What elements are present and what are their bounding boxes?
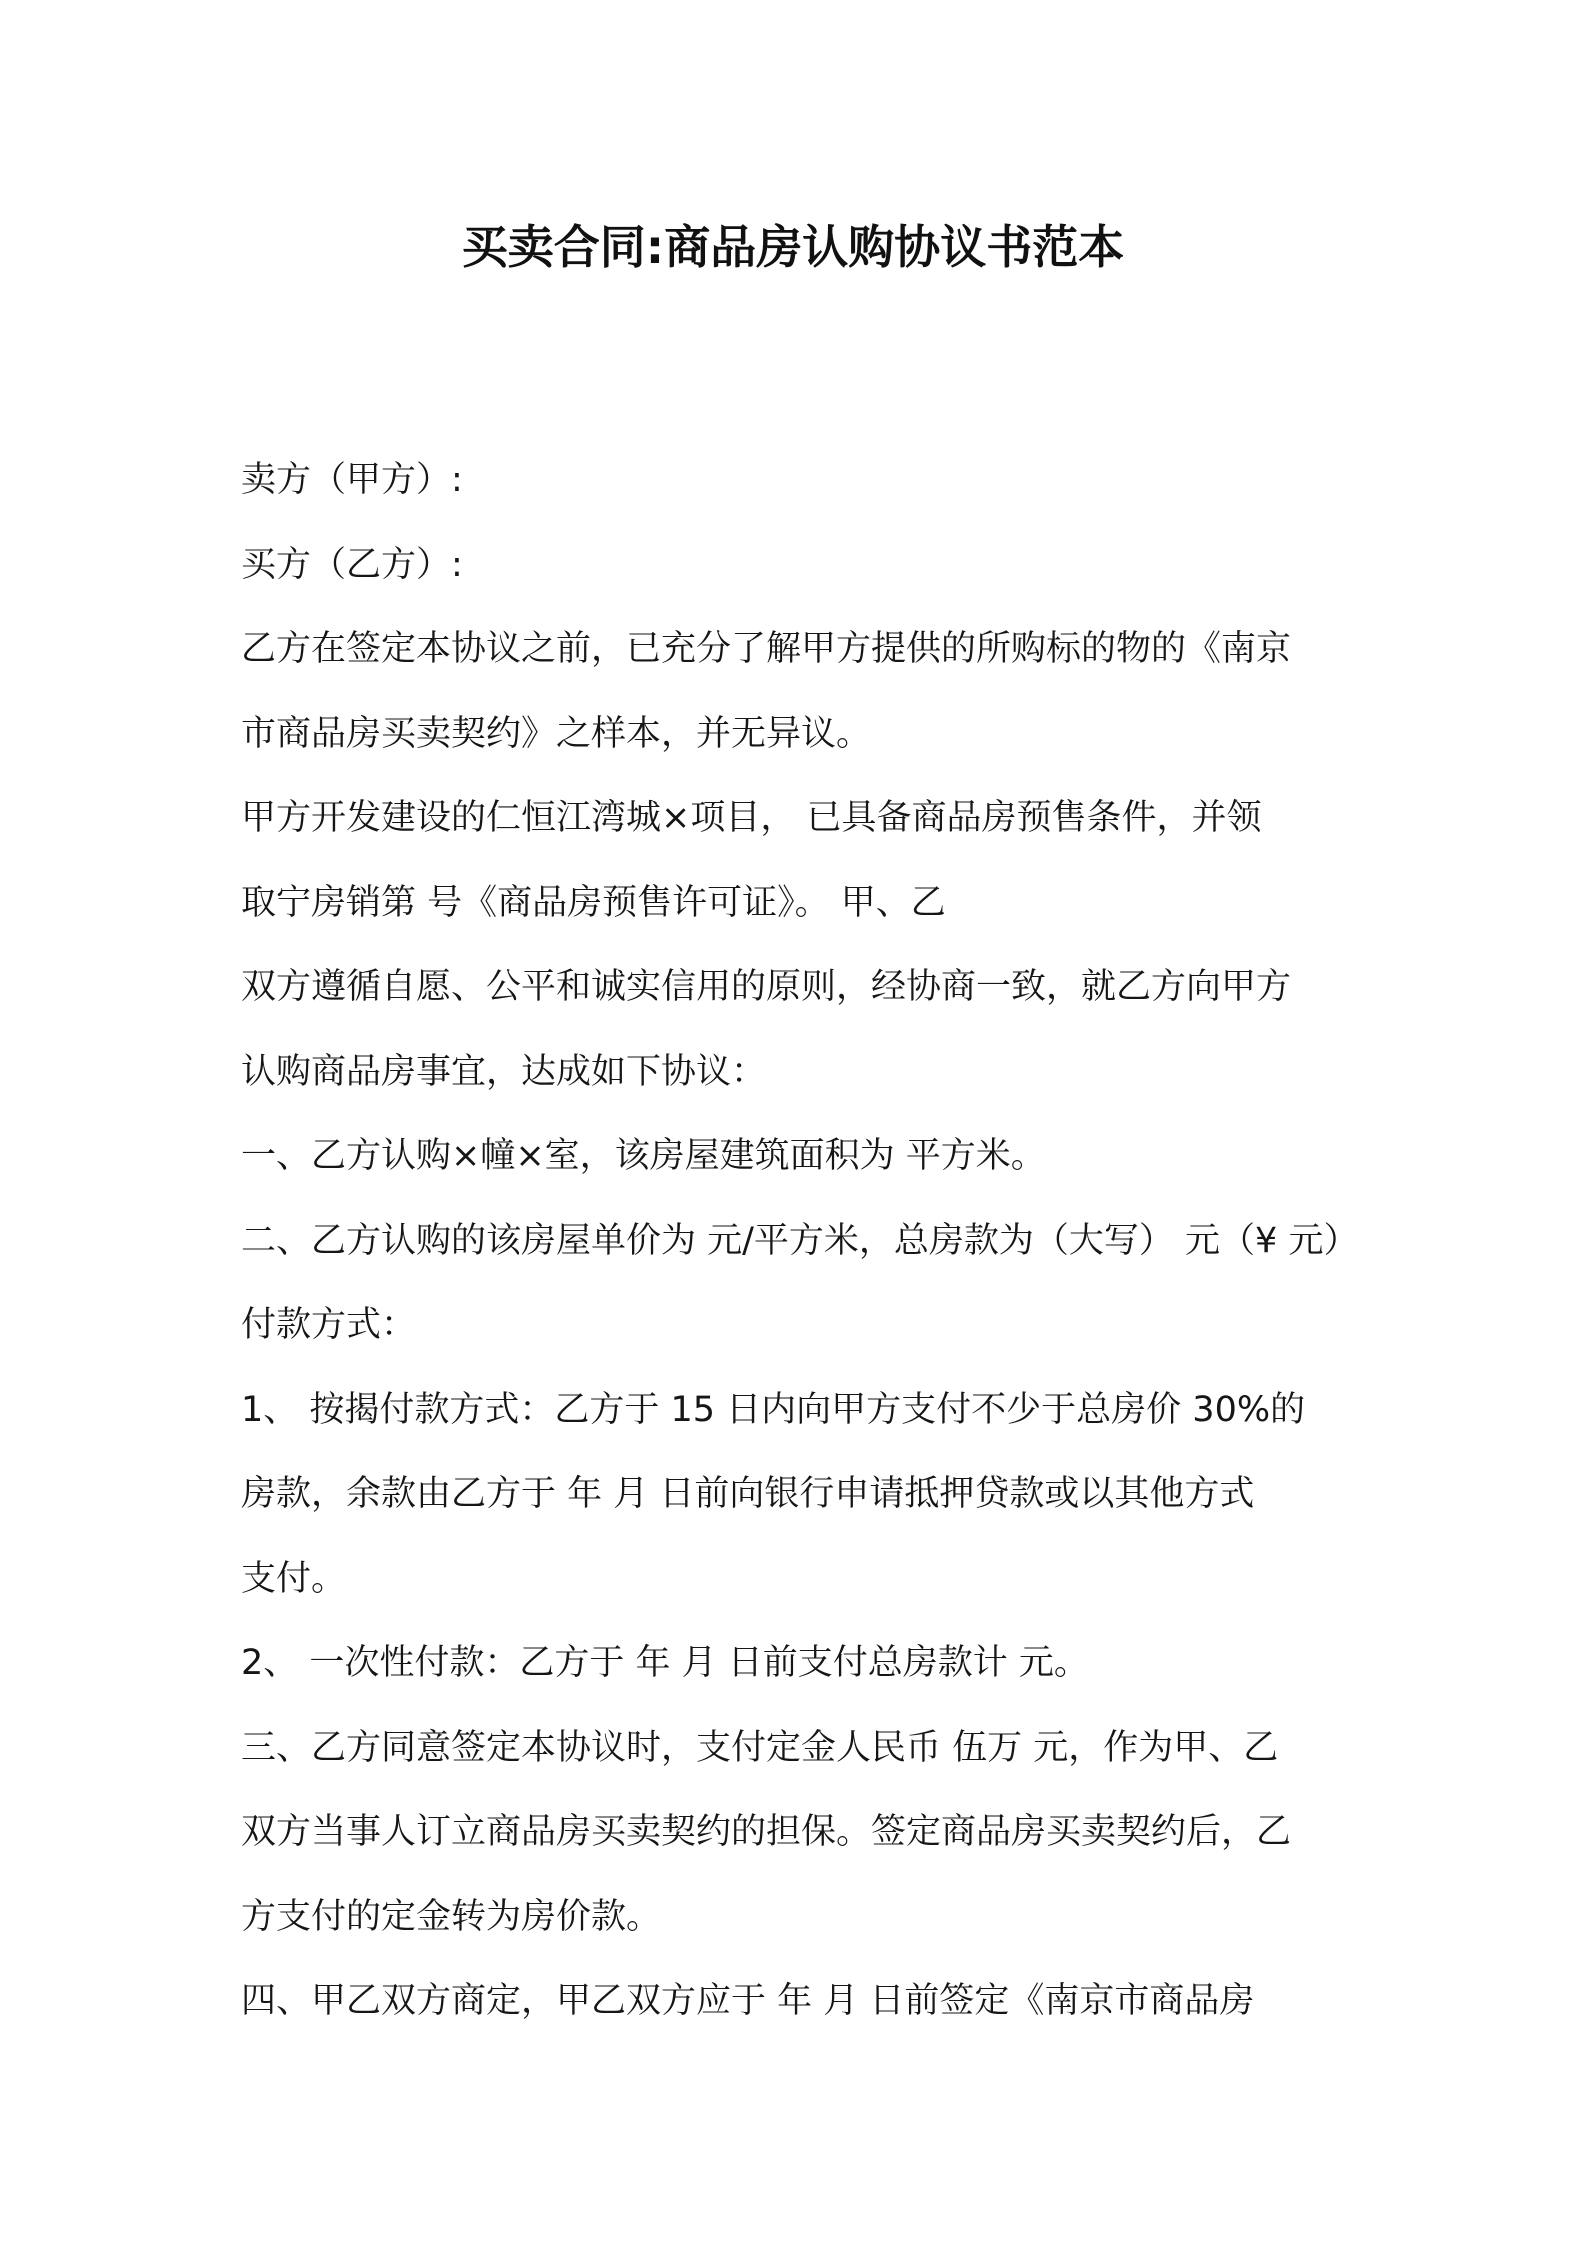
seller-line: 卖方（甲方）: xyxy=(241,460,463,500)
payment-method-heading: 付款方式： xyxy=(241,1305,417,1345)
payment-option-lump-sum: 2、 一次性付款：乙方于 年 月 日前支付总房款计 元。 xyxy=(241,1643,1089,1683)
payment-option-mortgage: 1、 按揭付款方式：乙方于 15 日内向甲方支付不少于总房价 30%的 xyxy=(241,1390,1306,1430)
paragraph-line: 取宁房销第 号《商品房预售许可证》。 甲、乙 xyxy=(241,883,946,923)
clause-one: 一、乙方认购×幢×室，该房屋建筑面积为 平方米。 xyxy=(241,1136,1046,1176)
paragraph-line: 支付。 xyxy=(241,1559,347,1599)
clause-three: 三、乙方同意签定本协议时，支付定金人民币 伍万 元，作为甲、乙 xyxy=(241,1728,1279,1768)
clause-four: 四、甲乙双方商定，甲乙双方应于 年 月 日前签定《南京市商品房 xyxy=(241,1981,1255,2021)
paragraph-line: 方支付的定金转为房价款。 xyxy=(241,1897,662,1937)
paragraph-line: 市商品房买卖契约》之样本，并无异议。 xyxy=(241,714,872,754)
document-title: 买卖合同:商品房认购协议书范本 xyxy=(461,220,1125,274)
buyer-line: 买方（乙方）: xyxy=(241,545,463,585)
paragraph-line: 房款，余款由乙方于 年 月 日前向银行申请抵押贷款或以其他方式 xyxy=(241,1474,1255,1514)
paragraph-line: 双方遵循自愿、公平和诚实信用的原则，经协商一致，就乙方向甲方 xyxy=(241,967,1292,1007)
paragraph-line: 双方当事人订立商品房买卖契约的担保。签定商品房买卖契约后，乙 xyxy=(241,1812,1292,1852)
paragraph-line: 乙方在签定本协议之前，已充分了解甲方提供的所购标的物的《南京 xyxy=(241,629,1292,669)
paragraph-line: 甲方开发建设的仁恒江湾城×项目， 已具备商品房预售条件，并领 xyxy=(241,798,1262,838)
clause-two: 二、乙方认购的该房屋单价为 元/平方米，总房款为（大写） 元（¥ 元） xyxy=(241,1221,1359,1261)
paragraph-line: 认购商品房事宜，达成如下协议： xyxy=(241,1052,767,1092)
